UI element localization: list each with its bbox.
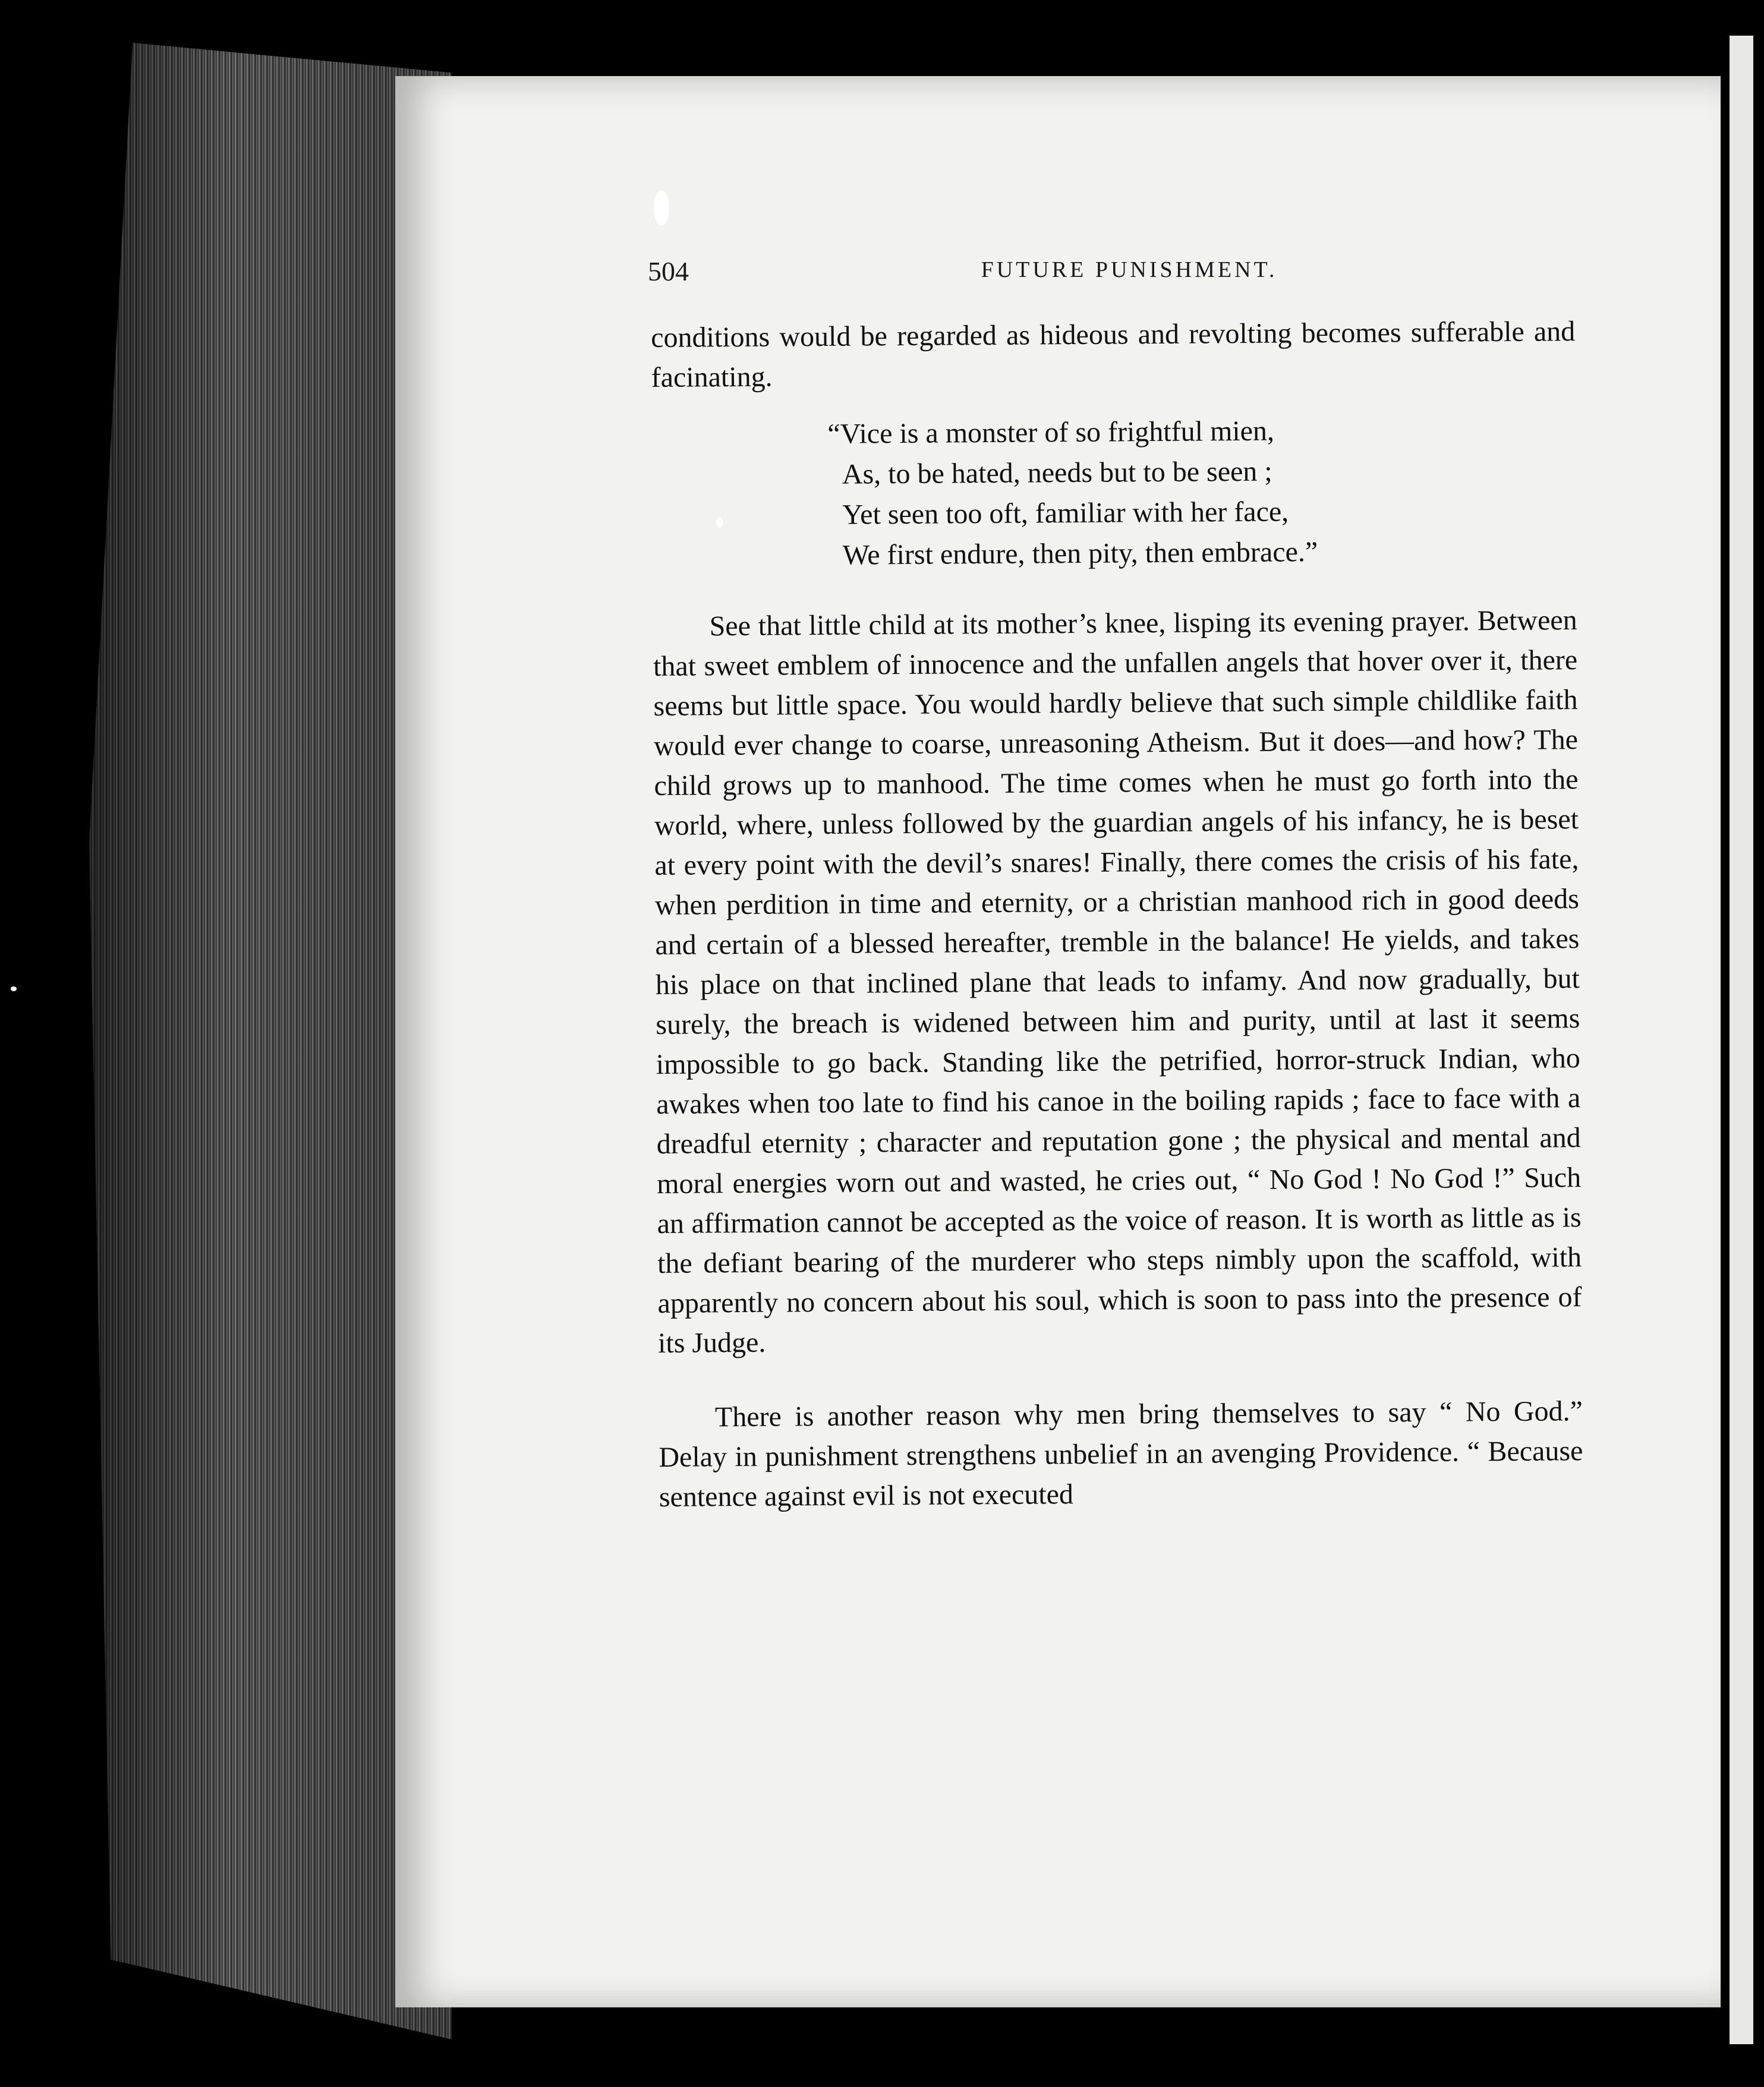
paragraph-continuation: conditions would be regarded as hideous and revolting becomes sufferable and facinating. [651,316,1576,393]
scan-artifact [11,986,17,991]
verse-quotation [827,409,1577,576]
verse-line: As, to be hated, needs but to be seen ; [842,455,1272,490]
verse-line: “Vice is a monster of so frightful mien, [827,415,1275,450]
scan-artifact [654,190,669,226]
paragraph-child-atheism: See that little child at its mother’s knee, lisping its evening prayer. Between that sweet emblem of innocence and the unfallen angels that hover over it, there seems but little space. You would hardly believe that such simple childlike faith would ever change to coarse, unreasoning Atheism. But it does—and how? The child grows up to manhood. The time comes when he must go forth into the world, where, unless followed by the guardian angels of his infancy, he is beset at every point with the devil’s snares! Finally, there comes the crisis of his fate, when perdition in time and eternity, or a christian manhood rich in good deeds and certain of a blessed hereafter, tremble in the balance! He yields, and takes his place on that inclined plane that leads to infamy. And now gradually, but surely, the breach is widened between him and purity, until at last it seems impossible to go back. Standing like the petrified, horror-struck Indian, who awakes when too late to find his canoe in the boiling rapids ; face to face with a dreadful eternity ; character and reputation gone ; the physical and mental and moral energies worn out and wasted, he cries out, “ No God ! No God !” Such an affirmation cannot be accepted as the voice of reason. It is worth as little as is the defiant bearing of the murderer who steps nimbly upon the scaffold, with apparently no concern about his soul, which is soon to pass into the presence of its Judge. [653,604,1582,1359]
running-head-title: FUTURE PUNISHMENT. [981,257,1278,282]
paragraph-another-reason: There is another reason why men bring themselves to say “ No God.” Delay in punishment strengthens unbelief in an avenging Providence. “ Because sentence against evil is not executed [659,1395,1583,1513]
verse-line: We first endure, then pity, then embrace.” [842,536,1318,571]
scan-artifact [716,517,723,528]
page-body [651,311,1583,1517]
facing-page-edge [1730,36,1753,2044]
running-head [648,251,1611,292]
page-number: 504 [648,256,689,286]
verse-line: Yet seen too oft, familiar with her face, [842,496,1289,531]
